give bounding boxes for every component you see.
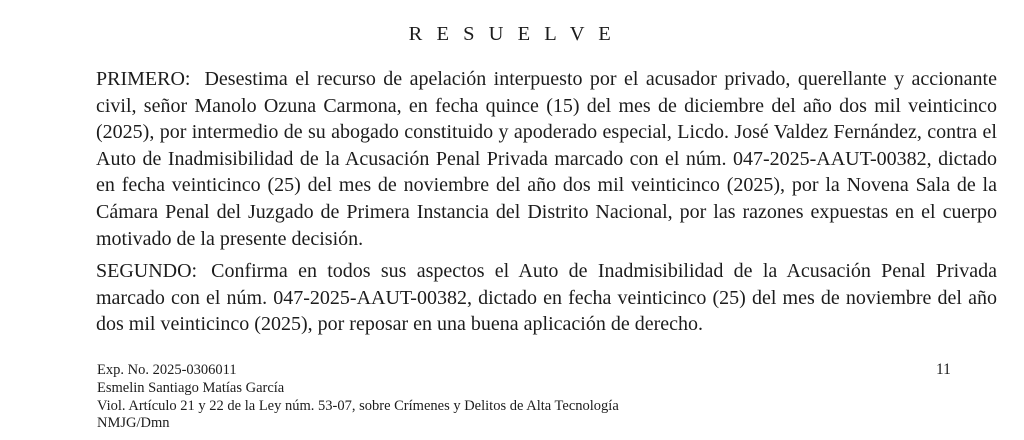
footer-initials: NMJG/Dmn — [97, 415, 170, 432]
paragraph-primero-label: PRIMERO: — [96, 68, 191, 90]
paragraph-primero-text: Desestima el recurso de apelación interpuesto por el acusador privado, querellante y accionante civil, señor Manolo Ozuna Carmona, en fecha quince (15) del mes de diciembre del año dos mil veinticinco (2025), por intermedio de su abogado constituido y apoderado especial, Licdo. José Valdez Fernández, contra el Auto de Inadmisibilidad de la Acusación Penal Privada marcado con el núm. 047-2025-AAUT-00382, dictado en fecha veinticinco (25) del mes de noviembre del año dos mil veinticinco (2025), por la Novena Sala de la Cámara Penal del Juzgado de Primera Instancia del Distrito Nacional, por las razones expuestas en el cuerpo motivado de la presente decisión. — [96, 68, 997, 250]
paragraph-segundo — [96, 258, 997, 338]
page-number: 11 — [936, 361, 951, 378]
document-body — [96, 66, 997, 338]
footer-expediente-number: Exp. No. 2025-0306011 — [97, 362, 237, 378]
resolution-heading: R E S U E L V E — [408, 23, 616, 45]
paragraph-primero — [96, 66, 997, 252]
paragraph-segundo-label: SEGUNDO: — [96, 260, 198, 283]
footer-violation-reference: Viol. Artículo 21 y 22 de la Ley núm. 53-07, sobre Crímenes y Delitos de Alta Tecnología — [97, 397, 619, 414]
footer-party-name: Esmelin Santiago Matías García — [97, 379, 285, 396]
paragraph-segundo-text: Confirma en todos sus aspectos el Auto de Inadmisibilidad de la Acusación Penal Privada marcado con el núm. 047-2025-AAUT-00382, dictado en fecha veinticinco (25) del mes de noviembre del año dos mil veinticinco (2025), por reposar en una buena aplicación de derecho. — [96, 260, 997, 336]
document-footer — [97, 362, 797, 433]
